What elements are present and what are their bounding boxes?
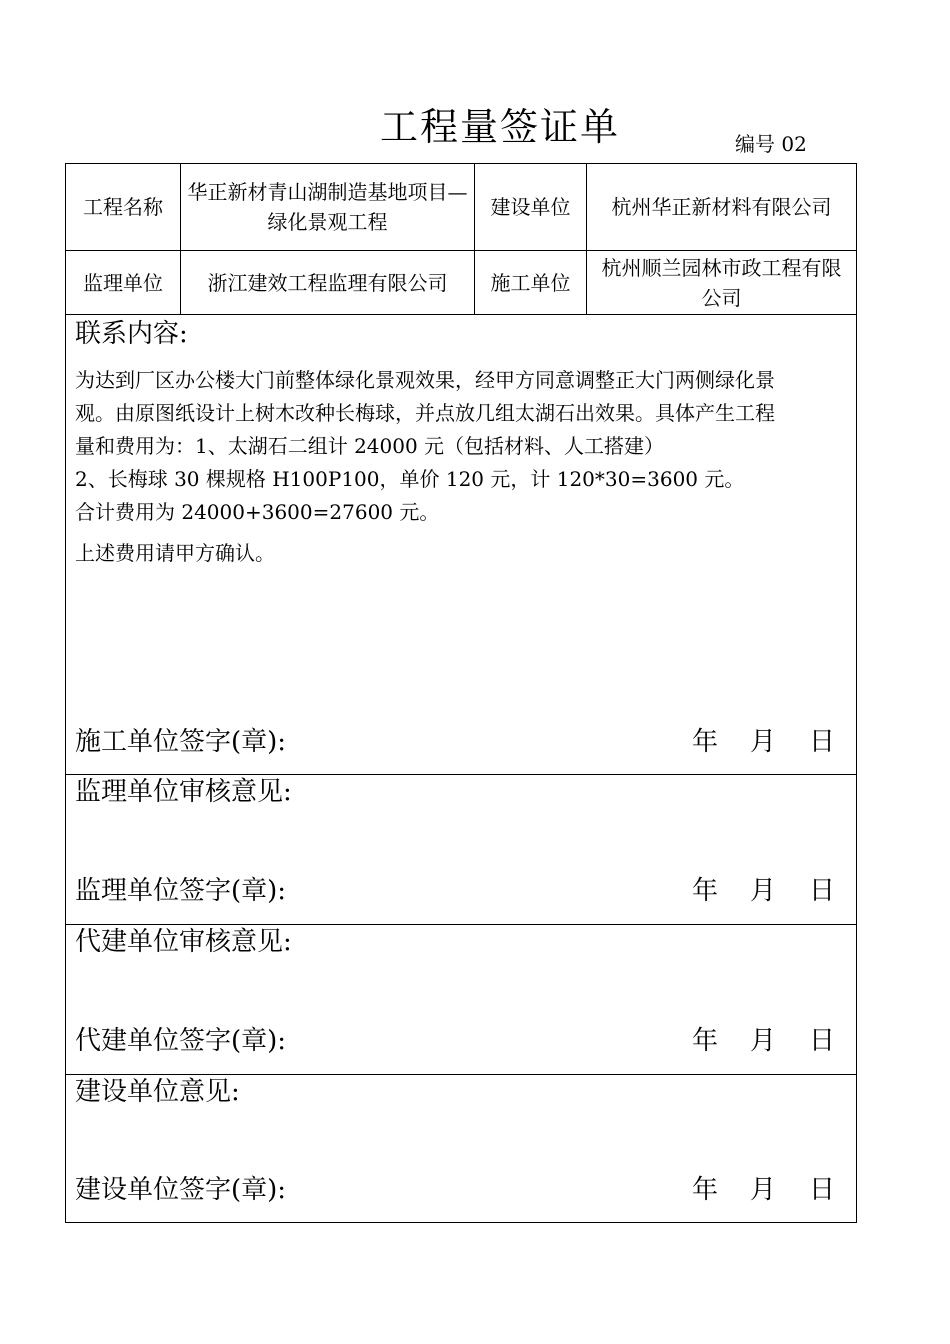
owner-label: 建设单位 xyxy=(474,164,586,250)
date-day: 日 xyxy=(809,1175,836,1205)
document-title: 工程量签证单 xyxy=(379,105,620,149)
info-row-project xyxy=(66,164,856,251)
date-year: 年 xyxy=(692,727,719,757)
supervisor-review-title: 监理单位审核意见: xyxy=(75,777,292,807)
info-row-units xyxy=(66,251,856,315)
owner-value: 杭州华正新材料有限公司 xyxy=(586,164,856,250)
date-year: 年 xyxy=(692,1175,719,1205)
contact-line: 量和费用为：1、太湖石二组计 24000 元（包括材料、人工搭建） xyxy=(75,434,665,458)
contact-body xyxy=(75,364,856,570)
date-month: 月 xyxy=(750,1026,777,1056)
supervisor-label: 监理单位 xyxy=(83,270,163,295)
contractor-sign-label: 施工单位签字(章): xyxy=(75,727,287,757)
contact-line: 为达到厂区办公楼大门前整体绿化景观效果，经甲方同意调整正大门两侧绿化景 xyxy=(75,368,775,392)
contact-line: 合计费用为 24000+3600=27600 元。 xyxy=(75,500,440,524)
contact-line: 上述费用请甲方确认。 xyxy=(75,541,275,565)
date-year: 年 xyxy=(692,1026,719,1056)
agent-sign-label: 代建单位签字(章): xyxy=(75,1026,287,1056)
date-month: 月 xyxy=(750,727,777,757)
owner-opinion-section xyxy=(66,1075,856,1222)
project-name-label: 工程名称 xyxy=(83,195,163,219)
date-month: 月 xyxy=(750,876,777,906)
date-month: 月 xyxy=(750,1175,777,1205)
contact-line: 观。由原图纸设计上树木改种长梅球，并点放几组太湖石出效果。具体产生工程 xyxy=(75,401,775,425)
date-day: 日 xyxy=(809,1026,836,1056)
supervisor-review-section xyxy=(66,775,856,925)
document-number: 编号 02 xyxy=(735,132,807,156)
contact-title: 联系内容: xyxy=(75,319,188,349)
contact-line: 2、长梅球 30 棵规格 H100P100，单价 120 元，计 120*30=3600 元。 xyxy=(75,467,745,491)
agent-review-title: 代建单位审核意见: xyxy=(75,927,292,957)
owner-opinion-title: 建设单位意见: xyxy=(75,1077,240,1107)
date-day: 日 xyxy=(809,727,836,757)
date-day: 日 xyxy=(809,876,836,906)
agent-review-section xyxy=(66,925,856,1075)
supervisor-sign-label: 监理单位签字(章): xyxy=(75,876,287,906)
date-year: 年 xyxy=(692,876,719,906)
contact-section xyxy=(66,315,856,775)
supervisor-value: 浙江建效工程监理有限公司 xyxy=(180,251,474,314)
contractor-value: 杭州顺兰园林市政工程有限公司 xyxy=(586,251,856,314)
contractor-label: 施工单位 xyxy=(474,251,586,314)
visa-form xyxy=(65,163,857,1223)
owner-sign-label: 建设单位签字(章): xyxy=(75,1175,287,1205)
project-name-value: 华正新材青山湖制造基地项目—绿化景观工程 xyxy=(180,164,474,250)
